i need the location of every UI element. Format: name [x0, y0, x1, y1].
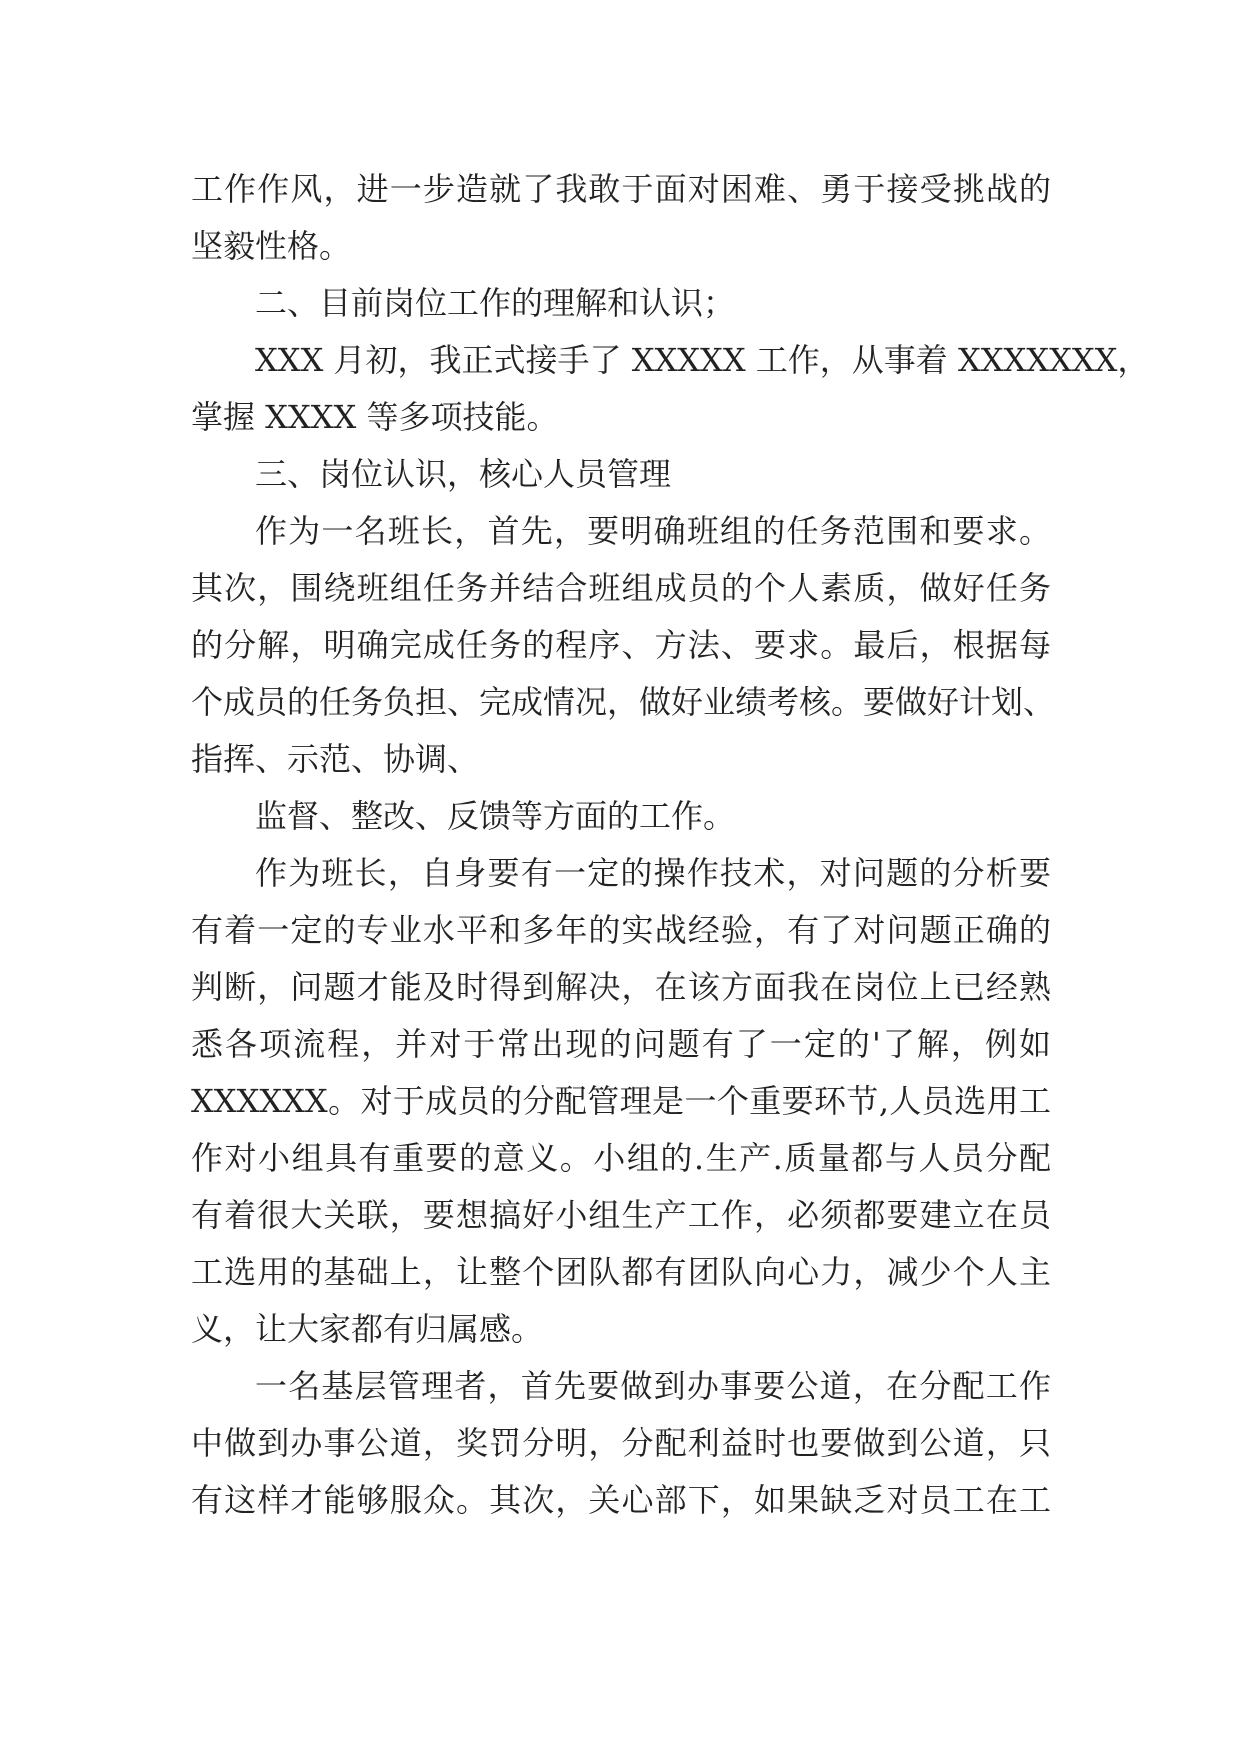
- body-text-line: 一名基层管理者，首先要做到办事要公道，在分配工作: [255, 1367, 1051, 1405]
- body-text-line: 义，让大家都有归属感。: [191, 1310, 544, 1348]
- body-text-line: 作对小组具有重要的意义。小组的.生产.质量都与人员分配: [191, 1139, 1051, 1177]
- body-text-line: 工作作风，进一步造就了我敢于面对困难、勇于接受挑战的: [191, 170, 1051, 208]
- body-text-line: 坚毅性格。: [191, 227, 352, 265]
- body-text-line: 其次，围绕班组任务并结合班组成员的个人素质，做好任务: [191, 569, 1051, 607]
- body-text-line: 有着很大关联，要想搞好小组生产工作，必须都要建立在员: [191, 1196, 1051, 1234]
- body-text-line: 的分解，明确完成任务的程序、方法、要求。最后，根据每: [191, 626, 1051, 664]
- body-text-line: XXXXXX。对于成员的分配管理是一个重要环节,人员选用工: [191, 1082, 1051, 1120]
- body-text-line: 工选用的基础上，让整个团队都有团队向心力，减少个人主: [191, 1253, 1051, 1291]
- section-heading-2: 二、目前岗位工作的理解和认识；: [255, 284, 736, 322]
- body-text-line: XXX 月初，我正式接手了 XXXXX 工作，从事着 XXXXXXX，: [255, 341, 1150, 379]
- body-text-line: 有这样才能够服众。其次，关心部下，如果缺乏对员工在工: [191, 1481, 1051, 1519]
- body-text-line: 指挥、示范、协调、: [191, 740, 480, 778]
- body-text-line: 有着一定的专业水平和多年的实战经验，有了对问题正确的: [191, 911, 1051, 949]
- body-text-line: 判断，问题才能及时得到解决，在该方面我在岗位上已经熟: [191, 968, 1051, 1006]
- body-text-line: 个成员的任务负担、完成情况，做好业绩考核。要做好计划、: [191, 683, 1056, 721]
- body-text-line: 掌握 XXXX 等多项技能。: [191, 398, 559, 436]
- body-text-line: 中做到办事公道，奖罚分明，分配利益时也要做到公道，只: [191, 1424, 1051, 1462]
- body-text-line: 作为班长，自身要有一定的操作技术，对问题的分析要: [255, 854, 1051, 892]
- section-heading-3: 三、岗位认识，核心人员管理: [255, 455, 672, 493]
- body-text-line: 作为一名班长，首先，要明确班组的任务范围和要求。: [255, 512, 1051, 550]
- body-text-line: 悉各项流程，并对于常出现的问题有了一定的'了解，例如: [191, 1025, 1051, 1063]
- body-text-line: 监督、整改、反馈等方面的工作。: [255, 797, 736, 835]
